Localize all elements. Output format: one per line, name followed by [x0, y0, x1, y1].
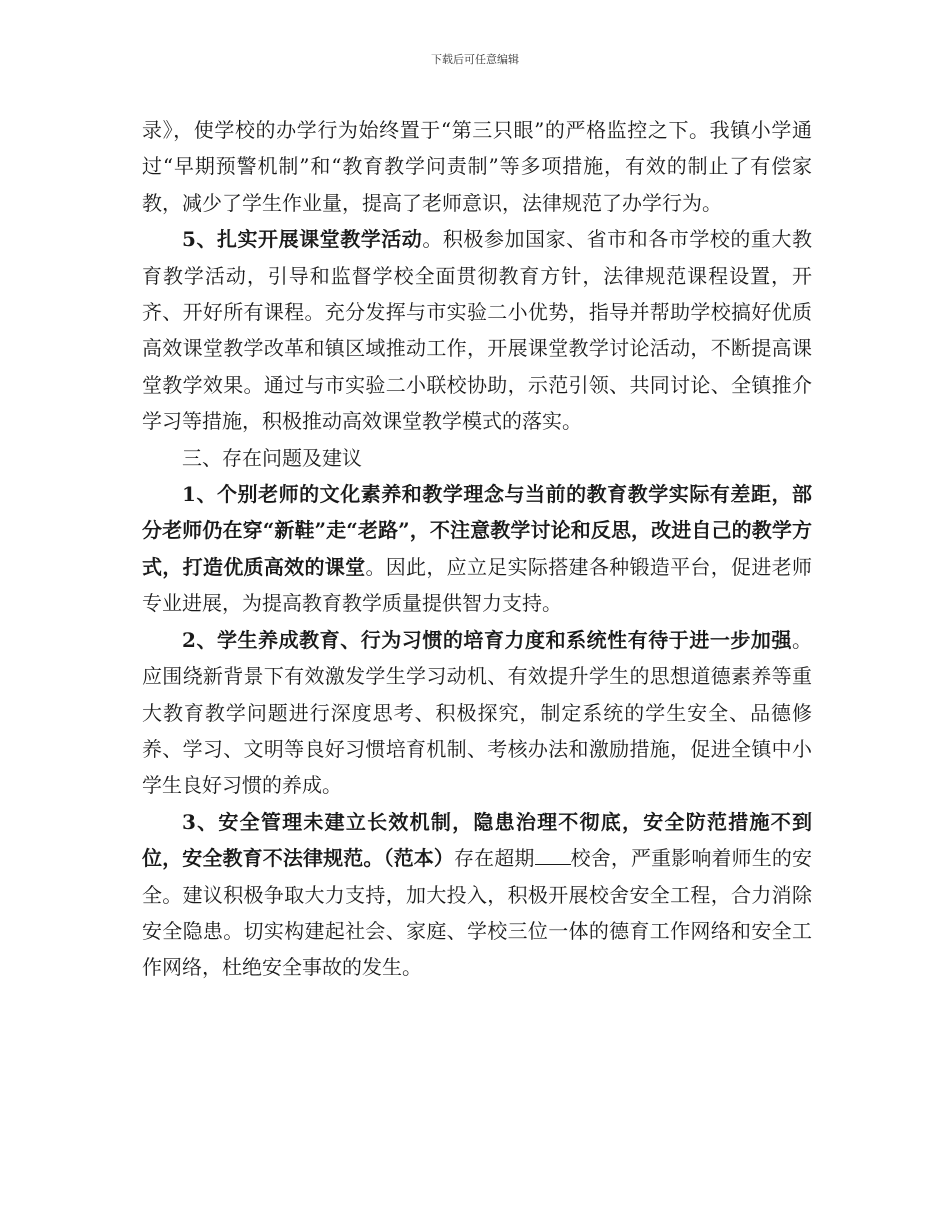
paragraph-heading: 5、扎实开展课堂教学活动 — [182, 227, 423, 252]
paragraph-problem-1 — [142, 476, 812, 622]
section-title-text: 三、存在问题及建议 — [182, 445, 362, 470]
paragraph-continuation — [142, 112, 812, 221]
section-title-problems — [142, 440, 812, 476]
paragraph-problem-2 — [142, 622, 812, 804]
paragraph-text: 。积极参加国家、省市和各市学校的重大教育教学活动，引导和监督学校全面贯彻教育方针，法律规范课程设置，开齐、开好所有课程。充分发挥与市实验二小优势，指导并帮助学校搞好优质高效课堂教学改革和镇区域推动工作，开展课堂教学讨论活动，不断提高课堂教学效果。通过与市实验二小联校协助，示范引领、共同讨论、全镇推介学习等措施，积极推动高效课堂教学模式的落实。 — [142, 227, 813, 434]
paragraph-text: 。因此，应立足实际搭建各种锻造平台，促进老师专业进展，为提高教育教学质量提供智力支持。 — [142, 554, 812, 616]
paragraph-text: 。应围绕新背景下有效激发学生学习动机、有效提升学生的思想道德素养等重大教育教学问题进行深度思考、积极探究，制定系统的学生安全、品德修养、学习、文明等良好习惯培育机制、考核办法和激励措施，促进全镇中小学生良好习惯的养成。 — [142, 627, 812, 798]
paragraph-heading: 1、个别老师的文化素养和教学理念与当前的教育教学实际有差距，部分老师仍在穿“新鞋”走“老路”，不注意教学讨论和反思，改进自己的教学方式，打造优质高效的课堂 — [142, 482, 812, 579]
document-body — [142, 112, 812, 986]
paragraph-text-before-blank: 存在超期 — [454, 846, 535, 871]
page-header: 下载后可任意编辑 — [431, 53, 519, 66]
paragraph-text: 录》，使学校的办学行为始终置于“第三只眼”的严格监控之下。我镇小学通过“早期预警机制”和“教育教学问责制”等多项措施，有效的制止了有偿家教，减少了学生作业量，提高了老师意识，法律规范了办学行为。 — [142, 118, 812, 215]
paragraph-text-after-blank: 校舍，严重影响着师生的安全。建议积极争取大力支持，加大投入，积极开展校舍安全工程，合力消除安全隐患。切实构建起社会、家庭、学校三位一体的德育工作网络和安全工作网络，杜绝安全事故的发生。 — [142, 846, 812, 980]
paragraph-classroom-teaching — [142, 221, 812, 439]
paragraph-heading: 2、学生养成教育、行为习惯的培育力度和系统性有待于进一步加强 — [182, 627, 792, 652]
paragraph-problem-3 — [142, 804, 812, 986]
paragraph-heading: 3、安全管理未建立长效机制，隐患治理不彻底，安全防范措施不到位，安全教育不法律规范。（范本） — [142, 809, 812, 871]
fill-in-blank — [535, 846, 571, 865]
